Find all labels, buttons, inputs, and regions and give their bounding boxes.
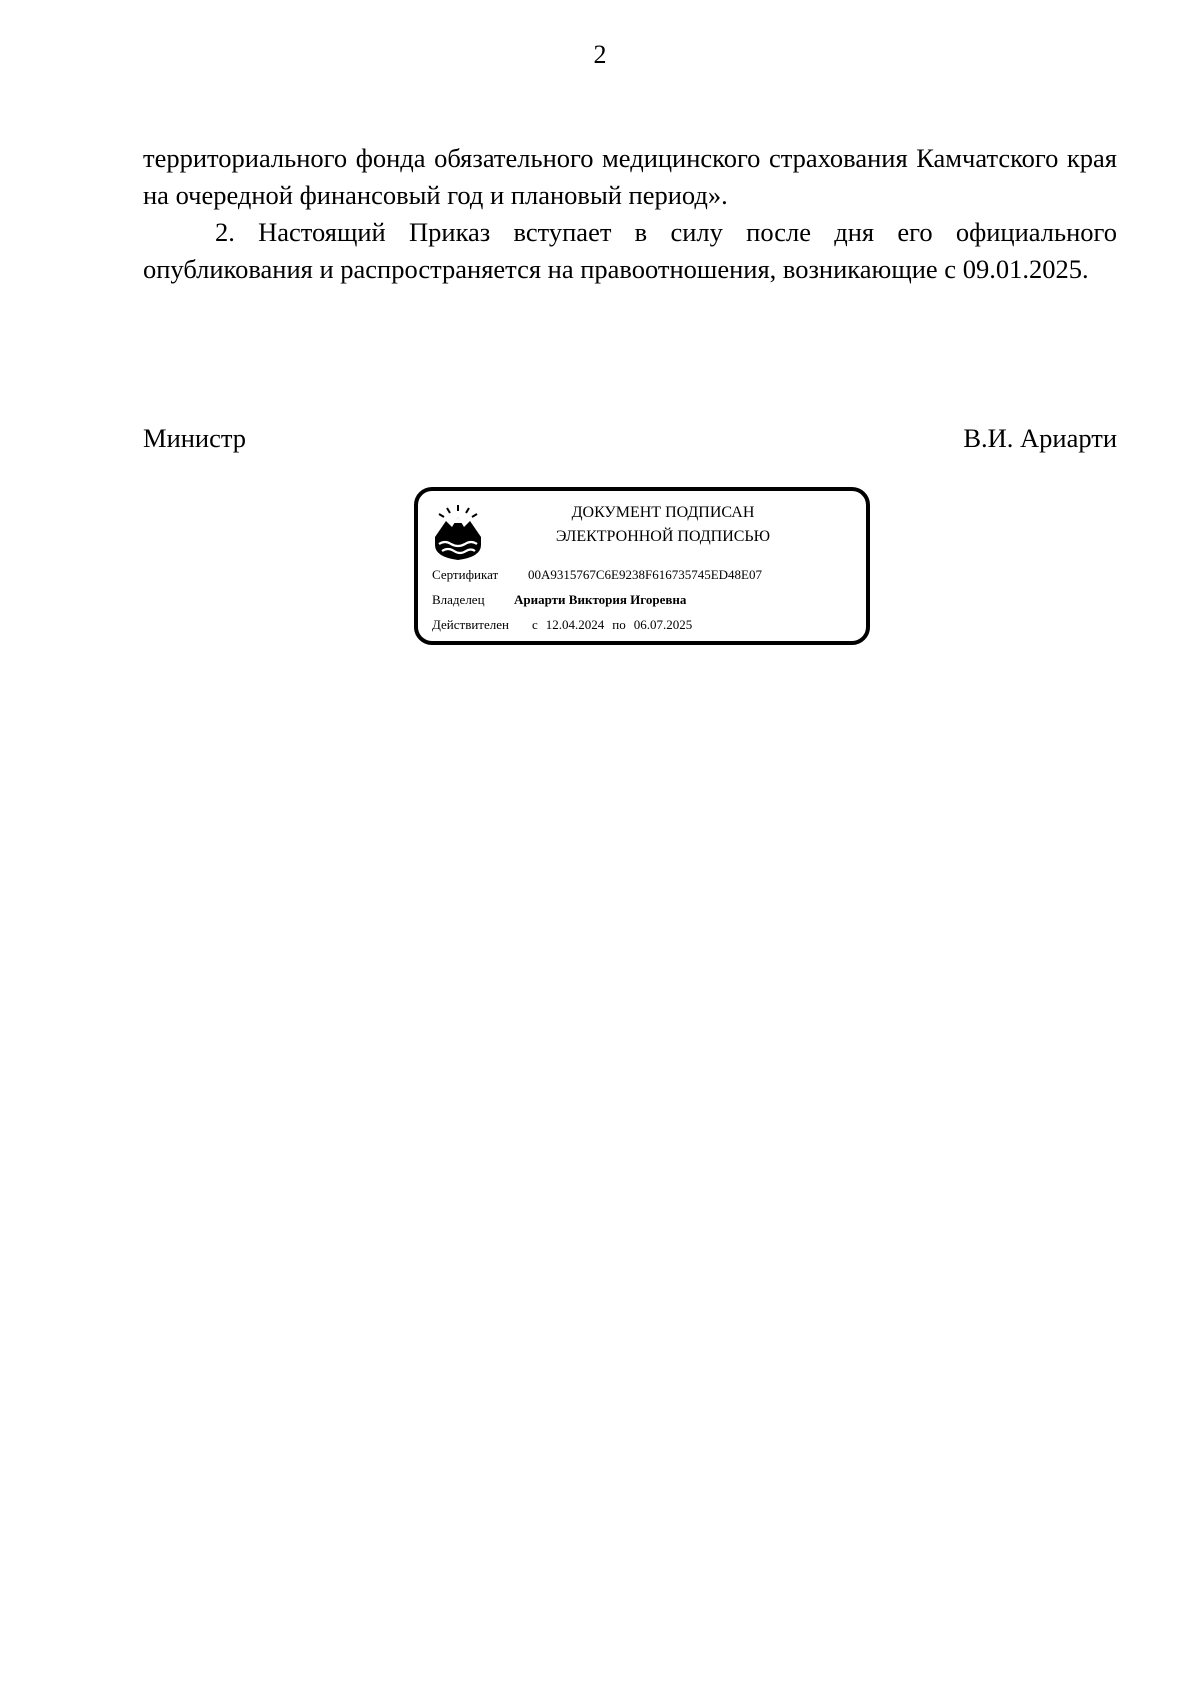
certificate-value: 00A9315767C6E9238F616735745ED48E07 xyxy=(528,567,762,582)
owner-value: Ариарти Виктория Игоревна xyxy=(514,592,687,607)
stamp-title xyxy=(498,501,828,549)
stamp-owner-row xyxy=(432,592,686,608)
stamp-title-line-1: ДОКУМЕНТ ПОДПИСАН xyxy=(571,504,755,521)
valid-from-prefix: с xyxy=(532,617,538,632)
paragraph-item-2: 2. Настоящий Приказ вступает в силу после дня его официального опубликования и распространяется на правоотношения, возникающие с 09.01.2025. xyxy=(143,217,1117,284)
signature-block xyxy=(143,420,1117,457)
owner-label: Владелец xyxy=(432,592,485,607)
certificate-label: Сертификат xyxy=(432,567,499,582)
document-body xyxy=(143,140,1117,288)
paragraph-continuation: территориального фонда обязательного медицинского страхования Камчатского края на очередной финансовый год и плановый период». xyxy=(143,143,1117,210)
stamp-validity-row xyxy=(432,617,692,633)
signatory-position: Министр xyxy=(143,423,247,453)
valid-from-date: 12.04.2024 xyxy=(545,617,605,632)
page-number: 2 xyxy=(593,40,607,69)
stamp-title-line-2: ЭЛЕКТРОННОЙ ПОДПИСЬЮ xyxy=(555,528,771,545)
validity-label: Действителен xyxy=(432,617,509,632)
stamp-certificate-row xyxy=(432,567,762,583)
signatory-name: В.И. Ариарти xyxy=(963,423,1117,453)
kamchatka-coat-of-arms-icon xyxy=(432,503,484,561)
valid-to-prefix: по xyxy=(612,617,626,632)
valid-to-date: 06.07.2025 xyxy=(633,617,693,632)
electronic-signature-stamp xyxy=(414,487,870,645)
